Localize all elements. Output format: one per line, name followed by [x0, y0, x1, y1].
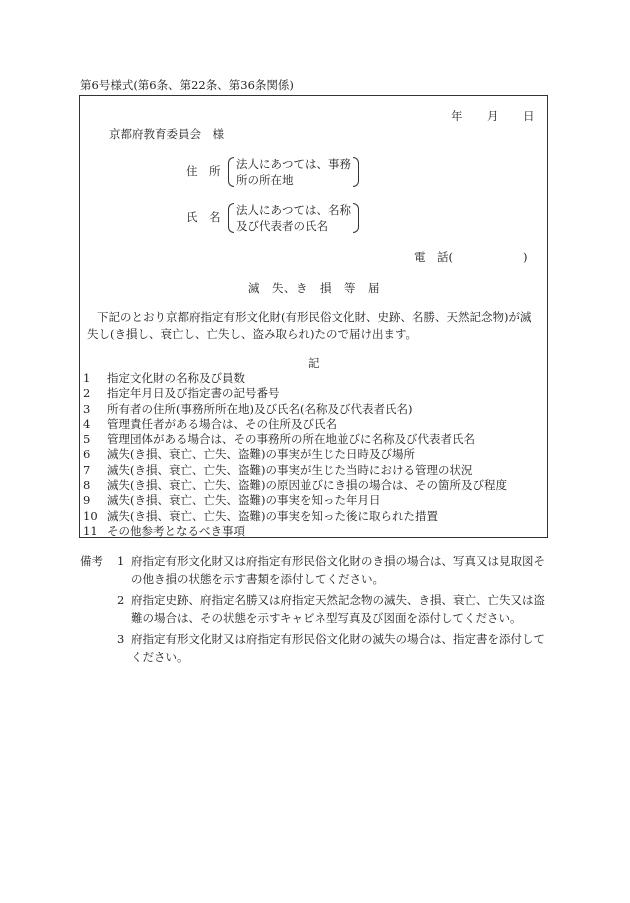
item-number: 8	[83, 478, 91, 493]
remark-line: ください。	[131, 650, 189, 664]
item-text: 指定年月日及び指定書の記号番号	[107, 386, 280, 401]
item-number: 7	[83, 462, 91, 477]
item-number: 9	[83, 493, 91, 508]
item-text: 管理団体がある場合は、その事務所の所在地並びに名称及び代表者氏名	[107, 432, 475, 447]
item-text: 滅失(き損、衰亡、亡失、盗難)の事実が生じた日時及び場所	[107, 447, 415, 462]
date-day: 日	[523, 109, 535, 123]
recipient: 京都府教育委員会 様	[109, 127, 224, 141]
date-month: 月	[487, 109, 499, 123]
remark-line: の他き損の状態を示す書類を添付してください。	[131, 572, 384, 586]
item-number: 2	[83, 386, 91, 401]
item-text: 滅失(き損、衰亡、亡失、盗難)の事実を知った後に取られた措置	[107, 508, 438, 523]
phone-close: )	[523, 250, 528, 264]
remarks-label: 備考	[80, 554, 103, 568]
date-year: 年	[451, 109, 463, 123]
item-text: その他参考となるべき事項	[107, 523, 245, 538]
item-text: 滅失(き損、衰亡、亡失、盗難)の原因並びにき損の場合は、その箇所及び程度	[107, 478, 507, 493]
phone-label: 電 話(	[414, 250, 453, 264]
address-note-line: 法人にあつては、事務	[236, 157, 351, 171]
item-number: 10	[83, 508, 98, 523]
form-title: 第6号様式(第6条、第22条、第36条関係)	[80, 78, 294, 92]
remark-number: 1	[117, 554, 125, 568]
remark-number: 2	[117, 593, 125, 607]
item-text: 滅失(き損、衰亡、亡失、盗難)の事実を知った年月日	[107, 493, 381, 508]
remark-line: 府指定有形文化財又は府指定有形民俗文化財のき損の場合は、写真又は見取図そ	[131, 554, 545, 568]
item-number: 1	[83, 371, 91, 385]
item-number: 5	[83, 432, 91, 447]
item-text: 指定文化財の名称及び員数	[107, 371, 245, 385]
document-title: 滅 失、き 損 等 届	[248, 281, 380, 295]
item-text: 所有者の住所(事務所所在地)及び氏名(名称及び代表者氏名)	[107, 401, 413, 416]
ki-heading: 記	[308, 356, 320, 370]
item-text: 管理責任者がある場合は、その住所及び氏名	[107, 416, 337, 431]
item-number: 4	[83, 416, 91, 431]
remark-line: 難の場合は、その状態を示すキャビネ型写真及び図面を添付してください。	[131, 611, 522, 625]
remark-number: 3	[117, 632, 125, 646]
item-number: 11	[83, 523, 98, 538]
intro-paragraph: 下記のとおり京都府指定有形文化財(有形民俗文化財、史跡、名勝、天然記念物)が滅失し(き損し、衰亡し、亡失し、盗み取られ)たので届け出ます。	[87, 310, 532, 341]
name-label: 氏 名	[186, 210, 221, 224]
item-number: 3	[83, 401, 91, 416]
address-note-line: 所の所在地	[236, 173, 294, 187]
name-note-line: 法人にあつては、名称	[236, 203, 351, 217]
name-note-line: 及び代表者の氏名	[236, 219, 328, 233]
item-number: 6	[83, 447, 91, 462]
remark-line: 府指定有形文化財又は府指定有形民俗文化財の滅失の場合は、指定書を添付して	[131, 632, 545, 646]
remark-line: 府指定史跡、府指定名勝又は府指定天然記念物の滅失、き損、衰亡、亡失又は盗	[131, 593, 545, 607]
address-label: 住 所	[186, 164, 221, 178]
item-text: 滅失(き損、衰亡、亡失、盗難)の事実が生じた当時における管理の状況	[107, 462, 473, 477]
